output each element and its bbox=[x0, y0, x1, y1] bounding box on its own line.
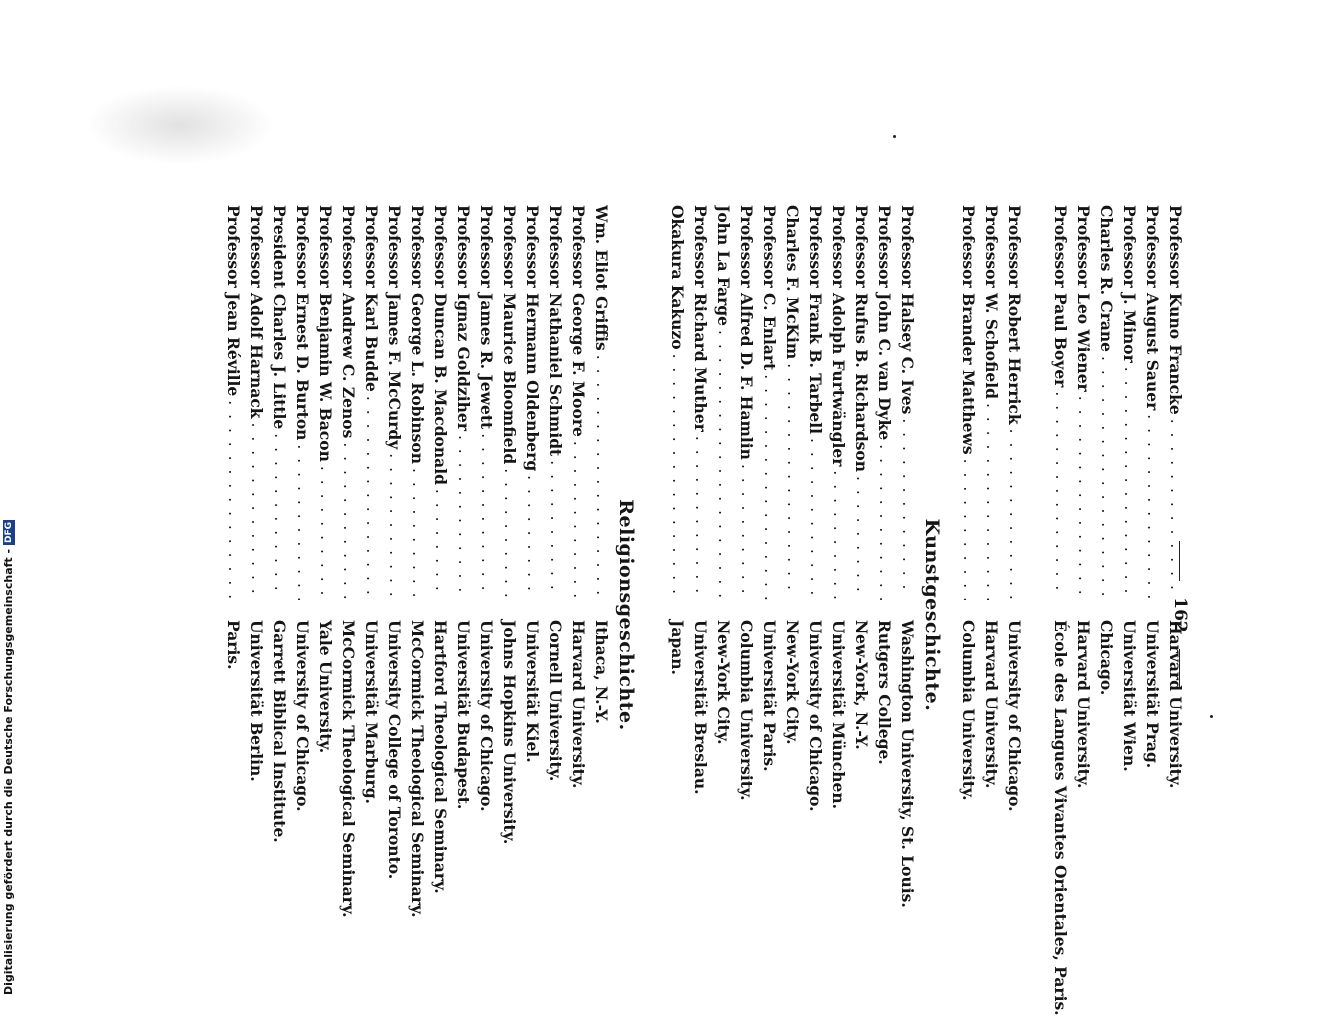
page-number: 162 bbox=[1165, 205, 1195, 1025]
institution: Cornell University. bbox=[546, 620, 565, 782]
list-item bbox=[896, 205, 919, 1025]
institution: McCormick Theological Seminary. bbox=[408, 620, 427, 918]
person-name: Professor Kuno Francke bbox=[1164, 205, 1187, 419]
list-item bbox=[291, 205, 314, 1025]
institution: University of Chicago. bbox=[293, 620, 312, 812]
person-name: Professor C. Enlart bbox=[758, 205, 781, 374]
person-name: Professor James R. Jewett bbox=[475, 205, 498, 433]
institution: Universität Wien. bbox=[1120, 620, 1139, 772]
list-item bbox=[781, 205, 804, 1025]
institution: McCormick Theological Seminary. bbox=[339, 620, 358, 918]
list-item bbox=[804, 205, 827, 1025]
list-item bbox=[850, 205, 873, 1025]
list-item bbox=[1095, 205, 1118, 1025]
person-name: Professor W. Schofield bbox=[980, 205, 1003, 403]
institution: Ithaca, N.-Y. bbox=[592, 620, 611, 724]
person-name: Professor Benjamin W. Bacon bbox=[314, 205, 337, 466]
list-item bbox=[1141, 205, 1164, 1025]
institution: New-York, N.-Y. bbox=[852, 620, 871, 750]
dfg-logo: DFG bbox=[3, 521, 14, 543]
institution: Universität Prag. bbox=[1143, 620, 1162, 769]
list-item bbox=[567, 205, 590, 1025]
person-name: Professor Alfred D. F. Hamlin bbox=[735, 205, 758, 464]
list-item bbox=[337, 205, 360, 1025]
person-name: Professor Ernest D. Burton bbox=[291, 205, 314, 444]
list-item bbox=[1072, 205, 1095, 1025]
person-name: Professor Ignaz Goldziher bbox=[452, 205, 475, 435]
scan-speck bbox=[1210, 715, 1213, 718]
list-item bbox=[383, 205, 406, 1025]
digitization-sidebar bbox=[0, 0, 20, 1000]
institution: Rutgers College. bbox=[875, 620, 894, 765]
scan-speck bbox=[893, 135, 896, 138]
person-name: Professor James F. McCurdy bbox=[383, 205, 406, 453]
institution: University of Chicago. bbox=[477, 620, 496, 812]
institution: Harvard University. bbox=[569, 620, 588, 789]
institution: University of Chicago. bbox=[1005, 620, 1024, 812]
list-item bbox=[1026, 205, 1072, 1025]
list-item bbox=[360, 205, 383, 1025]
person-name: Professor August Sauer bbox=[1141, 205, 1164, 414]
person-name: Professor Karl Budde bbox=[360, 205, 383, 396]
section-top bbox=[957, 205, 1187, 1025]
document-page bbox=[125, 205, 1195, 1025]
person-name: Professor Adolph Furtwängler bbox=[827, 205, 850, 470]
section-heading-art: Kunstgeschichte. bbox=[921, 518, 943, 712]
section-heading-religion: Religionsgeschichte. bbox=[615, 499, 637, 731]
institution: Columbia University. bbox=[737, 620, 756, 801]
list-item bbox=[475, 205, 498, 1025]
person-name: Professor Halsey C. Ives bbox=[896, 205, 919, 418]
person-name: Professor Hermann Oldenberg bbox=[521, 205, 544, 475]
list-item bbox=[735, 205, 758, 1025]
person-name: Charles R. Crane bbox=[1095, 205, 1118, 356]
section-religion bbox=[222, 205, 639, 1025]
person-name: Professor George F. Moore bbox=[567, 205, 590, 441]
list-item bbox=[498, 205, 521, 1025]
institution: Universität Budapest. bbox=[454, 620, 473, 810]
person-name: Professor John C. van Dyke bbox=[873, 205, 896, 444]
list-item bbox=[980, 205, 1003, 1025]
list-item bbox=[314, 205, 337, 1025]
person-name: President Charles J. Little bbox=[268, 205, 291, 433]
list-item bbox=[873, 205, 896, 1025]
list-item bbox=[689, 205, 712, 1025]
list-item bbox=[245, 205, 268, 1025]
institution: University of Chicago. bbox=[806, 620, 825, 812]
institution: Harvard University. bbox=[1166, 620, 1185, 789]
list-item bbox=[1003, 205, 1026, 1025]
list-item bbox=[590, 205, 613, 1025]
person-name: Professor Duncan B. Macdonald bbox=[429, 205, 452, 489]
institution: Universität Breslau. bbox=[691, 620, 710, 795]
person-name: Professor Brander Matthews bbox=[957, 205, 980, 459]
person-name: Professor Frank B. Tarbell bbox=[804, 205, 827, 438]
list-item bbox=[758, 205, 781, 1025]
person-name: Professor Paul Boyer bbox=[1026, 205, 1072, 391]
list-item bbox=[452, 205, 475, 1025]
list-item bbox=[268, 205, 291, 1025]
institution: Harvard University. bbox=[1074, 620, 1093, 789]
person-name: Professor J. Minor bbox=[1118, 205, 1141, 367]
person-name: Wm. Eliot Griffis bbox=[590, 205, 613, 355]
institution: Hartford Theological Seminary. bbox=[431, 620, 450, 894]
scan-smudge bbox=[85, 85, 275, 165]
institution: Chicago. bbox=[1097, 620, 1116, 696]
institution: University College of Toronto. bbox=[385, 620, 404, 880]
list-item bbox=[827, 205, 850, 1025]
institution: Universität München. bbox=[829, 620, 848, 810]
institution: Washington University, St. Louis. bbox=[898, 620, 917, 908]
list-item bbox=[222, 205, 245, 1025]
person-name: Okakura Kakuzo bbox=[666, 205, 689, 354]
institution: Universität Marburg. bbox=[362, 620, 381, 804]
list-item bbox=[429, 205, 452, 1025]
list-item bbox=[406, 205, 429, 1025]
institution: Universität Paris. bbox=[760, 620, 779, 772]
person-name: Professor George L. Robinson bbox=[406, 205, 429, 468]
institution: Columbia University. bbox=[959, 620, 978, 801]
person-name: Professor Leo Wiener bbox=[1072, 205, 1095, 396]
person-name: Professor Andrew C. Zenos bbox=[337, 205, 360, 442]
list-item bbox=[712, 205, 735, 1025]
institution: Garrett Biblical Institute. bbox=[270, 620, 289, 843]
person-name: Professor Adolf Harnack bbox=[245, 205, 268, 423]
list-item bbox=[521, 205, 544, 1025]
person-name: Professor Richard Muther bbox=[689, 205, 712, 436]
person-name: Professor Jean Réville bbox=[222, 205, 245, 400]
person-name: Professor Robert Herrick bbox=[1003, 205, 1026, 429]
institution: Johns Hopkins University. bbox=[500, 620, 519, 845]
institution: Universität Kiel. bbox=[523, 620, 542, 763]
person-name: Professor Rufus B. Richardson bbox=[850, 205, 873, 476]
person-name: Professor Maurice Bloomfield bbox=[498, 205, 521, 468]
list-item bbox=[666, 205, 689, 1025]
institution: New-York City. bbox=[714, 620, 733, 745]
institution: Universität Berlin. bbox=[247, 620, 266, 782]
list-item bbox=[957, 205, 980, 1025]
institution: Japan. bbox=[668, 620, 687, 675]
institution: École des Langues Vivantes Orientales, Paris. bbox=[1051, 620, 1070, 1016]
institution: Paris. bbox=[224, 620, 243, 670]
institution: New-York City. bbox=[783, 620, 802, 745]
person-name: John La Farge bbox=[712, 205, 735, 330]
list-item bbox=[1118, 205, 1141, 1025]
list-item bbox=[544, 205, 567, 1025]
person-name: Professor Nathaniel Schmidt bbox=[544, 205, 567, 460]
section-art bbox=[666, 205, 945, 1025]
digitization-credit: Digitalisierung gefördert durch die Deutsche Forschungsgemeinschaft - DFG bbox=[2, 521, 15, 995]
list-item bbox=[1164, 205, 1187, 1025]
person-name: Charles F. McKim bbox=[781, 205, 804, 363]
institution: Yale University. bbox=[316, 620, 335, 754]
institution: Harvard University. bbox=[982, 620, 1001, 789]
